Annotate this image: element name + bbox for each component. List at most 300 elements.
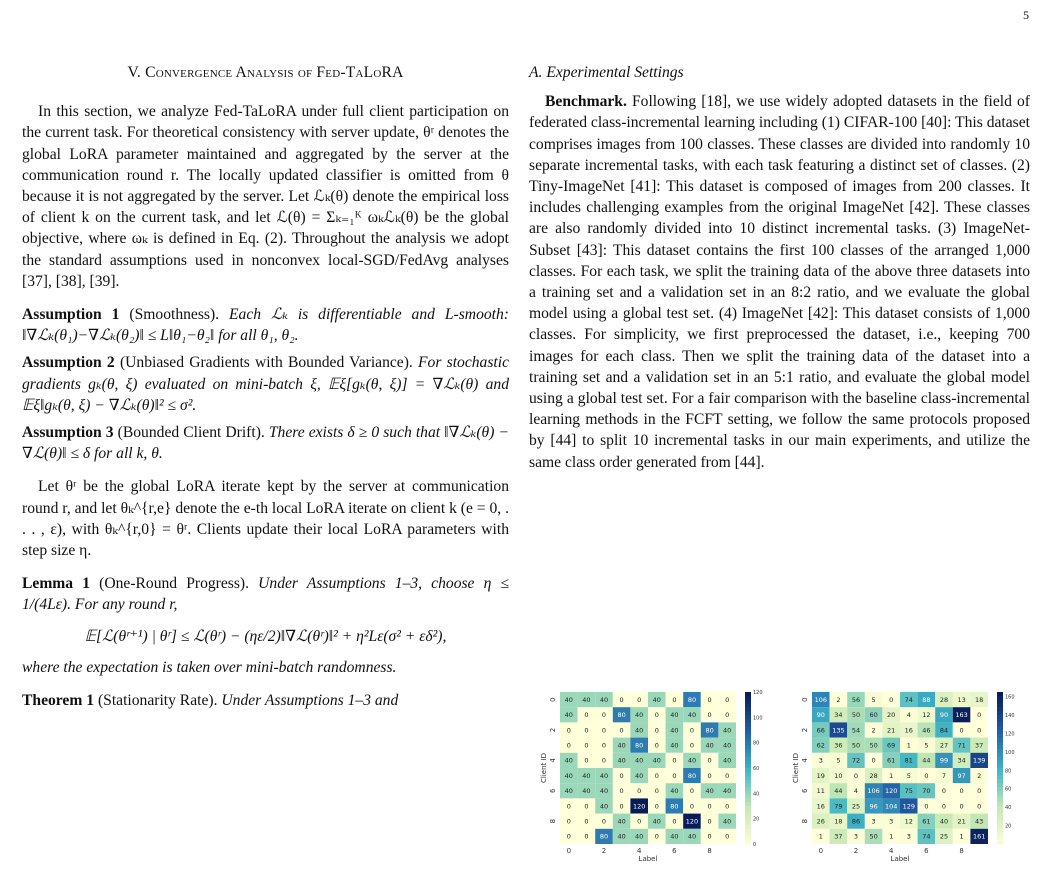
assumption-1: [22, 304, 509, 346]
heatmap-2-cell-label: 106: [867, 787, 880, 796]
heatmap-2-cell-label: 0: [941, 787, 947, 796]
heatmap-2-colorbar-segment: [997, 814, 1003, 818]
heatmap-2-colorbar-segment: [997, 726, 1003, 730]
heatmap-1-colorbar-segment: [745, 829, 751, 833]
heatmap-2-colorbar-segment: [997, 692, 1003, 696]
heatmap-2-cell-label: 25: [939, 832, 949, 841]
heatmap-2-cell-label: 21: [957, 817, 966, 826]
heatmap-2-cell-label: 27: [939, 741, 949, 750]
heatmap-2-cell-label: 37: [975, 741, 984, 750]
heatmap-1-colorbar-segment: [745, 760, 751, 764]
heatmap-2-cell-label: 16: [816, 802, 825, 811]
heatmap-1-cell-label: 0: [689, 802, 695, 811]
heatmap-2-cell-label: 26: [816, 817, 825, 826]
heatmap-2-cell-label: 2: [977, 771, 982, 780]
assumption-1-head: Assumption 1: [22, 306, 120, 324]
iterate-paragraph: Let θʳ be the global LoRA iterate kept by the server at communication round r, and let θₖ^{r,e} denote the e-th local LoRA iterate on client k (e = 0, . . . , ε), with θₖ^{r,0} = θʳ. Clients update their local LoRA parameters with step size η.: [22, 478, 509, 560]
heatmap-1-x-tick: 8: [707, 847, 712, 855]
heatmap-2-cell-label: 3: [889, 817, 894, 826]
heatmap-2-cell-label: 60: [869, 711, 878, 720]
heatmap-2-colorbar-segment: [997, 707, 1003, 711]
heatmap-1-ylabel: Client ID: [540, 753, 548, 783]
heatmap-1-cell-label: 80: [599, 832, 609, 841]
heatmap-2-cell-label: 0: [977, 802, 982, 811]
heatmap-1-colorbar-segment: [745, 726, 751, 730]
heatmap-2-cell-label: 43: [975, 817, 984, 826]
heatmap-1-cell-label: 0: [566, 741, 571, 750]
heatmap-2-cell-label: 2: [871, 726, 876, 735]
heatmap-2-cell-label: 99: [939, 756, 949, 765]
heatmap-1-cell-label: 40: [723, 726, 732, 735]
heatmap-2-colorbar-segment: [997, 783, 1003, 787]
heatmaps-svg: [534, 684, 1040, 874]
heatmap-2-cell-label: 0: [959, 787, 964, 796]
assumption-3-body: There exists δ ≥ 0 such that ‖∇ℒₖ(θ) − ∇ℒ(θ)‖ ≤ δ for all k, θ.: [22, 424, 509, 463]
heatmap-1-cell-label: 0: [601, 711, 607, 720]
heatmap-2-cell-label: 0: [977, 787, 982, 796]
heatmap-1-colorbar-segment: [745, 738, 751, 742]
heatmap-1-colorbar-segment: [745, 719, 751, 723]
heatmap-1-cell-label: 80: [617, 711, 626, 720]
heatmap-1-cell-label: 0: [689, 741, 695, 750]
heatmap-1-cell-label: 0: [654, 741, 659, 750]
heatmap-1-cell-label: 0: [619, 726, 624, 735]
heatmap-1-cell-label: 40: [564, 756, 573, 765]
heatmap-1-cell-label: 40: [723, 787, 732, 796]
heatmap-2-colorbar-segment: [997, 722, 1003, 726]
heatmap-1-cell-label: 0: [566, 832, 571, 841]
heatmap-1-colorbar-segment: [745, 825, 751, 829]
heatmap-2-cell-label: 1: [959, 832, 964, 841]
heatmap-1-cell-label: 40: [564, 711, 573, 720]
heatmap-2-cell-label: 62: [816, 741, 825, 750]
heatmap-1-cell-label: 0: [707, 771, 712, 780]
heatmap-2-cell-label: 2: [836, 695, 841, 704]
lemma-1-name: (One-Round Progress).: [99, 575, 250, 593]
heatmap-2-colorbar-tick: 140: [1005, 713, 1015, 720]
heatmap-2-colorbar-segment: [997, 711, 1003, 715]
heatmap-2-colorbar-segment: [997, 768, 1003, 772]
heatmap-2-colorbar-segment: [997, 779, 1003, 783]
heatmap-2-colorbar-segment: [997, 791, 1003, 795]
heatmap-2-colorbar-tick: 60: [1005, 786, 1012, 793]
heatmap-2-colorbar-segment: [997, 738, 1003, 742]
heatmap-2-cell-label: 4: [906, 711, 911, 720]
heatmap-2-x-tick: 6: [924, 847, 929, 855]
heatmap-2-colorbar-segment: [997, 703, 1003, 707]
heatmap-1-y-tick: 0: [549, 697, 557, 702]
heatmap-2-cell-label: 5: [836, 756, 841, 765]
heatmap-1-cell-label: 40: [687, 711, 697, 720]
heatmap-1-cell-label: 0: [619, 771, 624, 780]
heatmap-2-colorbar-segment: [997, 753, 1003, 757]
heatmap-2-cell-label: 3: [818, 756, 823, 765]
heatmap-1-y-tick: 6: [549, 788, 557, 794]
heatmap-2-cell-label: 0: [853, 771, 859, 780]
heatmap-2-cell-label: 1: [906, 741, 911, 750]
heatmap-2-y-tick: 4: [801, 758, 809, 763]
heatmap-2-cell-label: 96: [869, 802, 878, 811]
heatmap-2-cell-label: 81: [904, 756, 913, 765]
heatmap-1-colorbar-segment: [745, 783, 751, 787]
heatmap-1-x-tick: 0: [566, 847, 572, 855]
heatmap-1-cell-label: 0: [584, 726, 589, 735]
heatmap-2-colorbar-segment: [997, 840, 1003, 844]
heatmap-1-colorbar-segment: [745, 806, 751, 810]
heatmap-1-cell-label: 0: [707, 711, 712, 720]
lemma-1-body: Under Assumptions 1–3, choose η ≤ 1/(4Lε). For any round r,: [22, 575, 510, 614]
heatmap-1-cell-label: 40: [599, 787, 609, 796]
heatmap-2-colorbar-tick: 120: [1005, 731, 1015, 738]
heatmap-1-colorbar-segment: [745, 836, 751, 840]
heatmap-2-cell-label: 72: [851, 756, 861, 765]
heatmap-1-cell-label: 0: [619, 802, 624, 811]
heatmap-2-colorbar-segment: [997, 700, 1003, 704]
heatmap-2-colorbar-segment: [997, 776, 1003, 780]
intro-paragraph: In this section, we analyze Fed-TaLoRA under full client participation on the current task. For theoretical consistency with server update, θʳ denotes the global LoRA parameter maintained and aggregated by the server at the communication round r. The locally updated classifier is omitted from θ because it is not aggregated by the server. Let ℒₖ(θ) denote the empirical loss of client k on the current task, and let ℒ(θ) = Σₖ₌₁ᴷ ωₖℒₖ(θ) be the global objective, where ωₖ is defined in Eq. (2). Throughout the analysis we adopt the standard assumptions used in nonconvex local-SGD/FedAvg analyses [37], [38], [39].: [22, 103, 509, 290]
heatmap-2-cell-label: 3: [853, 832, 859, 841]
heatmap-1-cell-label: 40: [617, 756, 626, 765]
heatmap-2-ylabel: Client ID: [792, 753, 800, 783]
heatmap-2-cell-label: 50: [851, 711, 861, 720]
heatmap-2-cell-label: 135: [832, 726, 845, 735]
heatmap-2-cell-label: 0: [977, 726, 982, 735]
heatmap-1-cell-label: 40: [652, 756, 661, 765]
heatmap-1-cell-label: 0: [654, 832, 659, 841]
heatmap-1-cell-label: 40: [705, 787, 714, 796]
heatmap-2-cell-label: 0: [924, 771, 929, 780]
heatmap-1-cell-label: 0: [725, 695, 730, 704]
heatmap-2-cell-label: 0: [889, 695, 894, 704]
heatmap-2-y-tick: 0: [801, 697, 809, 702]
heatmap-2-cell-label: 106: [814, 695, 828, 704]
heatmap-2-cell-label: 5: [906, 771, 911, 780]
heatmap-2-cell-label: 86: [851, 817, 861, 826]
heatmap-1-colorbar-segment: [745, 779, 751, 783]
heatmap-2-cell-label: 66: [816, 726, 825, 735]
heatmap-1-cell-label: 40: [582, 695, 591, 704]
heatmap-1-colorbar-segment: [745, 745, 751, 749]
heatmap-2-cell-label: 129: [902, 802, 916, 811]
benchmark-paragraph: [529, 91, 1030, 473]
heatmap-2-colorbar-segment: [997, 760, 1003, 764]
heatmap-1-cell-label: 0: [566, 802, 571, 811]
expectation-note: where the expectation is taken over mini-batch randomness.: [22, 658, 397, 676]
heatmap-1-colorbar-segment: [745, 791, 751, 795]
heatmap-1-cell-label: 120: [632, 802, 646, 811]
heatmap-2-cell-label: 40: [939, 817, 949, 826]
heatmap-2-cell-label: 18: [834, 817, 843, 826]
right-column: [529, 62, 1030, 479]
heatmap-1-y-tick: 2: [549, 727, 557, 733]
heatmap-1-cell-label: 0: [584, 802, 589, 811]
heatmap-2-cell-label: 3: [906, 832, 911, 841]
section-number: V.: [127, 64, 142, 81]
heatmap-1-colorbar-segment: [745, 696, 751, 700]
heatmap-2-cell-label: 36: [834, 741, 843, 750]
heatmap-2-x-tick: 8: [959, 847, 964, 855]
heatmap-2-cell-label: 12: [922, 711, 931, 720]
heatmap-2-cell-label: 7: [941, 771, 947, 780]
heatmap-1-cell-label: 80: [670, 802, 679, 811]
heatmap-1-colorbar-tick: 20: [753, 816, 760, 823]
heatmap-2-cell-label: 88: [922, 695, 931, 704]
heatmap-2-cell-label: 5: [924, 741, 929, 750]
heatmap-1-colorbar-segment: [745, 715, 751, 719]
heatmap-2-cell-label: 50: [851, 741, 861, 750]
section-title: [22, 62, 509, 83]
heatmap-1-cell-label: 0: [584, 756, 589, 765]
heatmap-2-cell-label: 90: [816, 711, 825, 720]
assumption-1-body: Each ℒₖ is differentiable and L-smooth: ‖∇ℒₖ(θ₁)−∇ℒₖ(θ₂)‖ ≤ L‖θ₁−θ₂‖ for all θ₁, θ₂.: [22, 306, 509, 345]
heatmap-2-cell-label: 54: [851, 726, 861, 735]
heatmap-1-cell-label: 40: [723, 741, 732, 750]
heatmap-1-cell-label: 0: [707, 832, 712, 841]
assumption-2-head: Assumption 2: [22, 354, 115, 372]
assumption-3: [22, 422, 509, 464]
heatmap-1-cell-label: 40: [635, 711, 644, 720]
heatmap-figure: [534, 684, 1040, 874]
heatmap-1-cell-label: 40: [617, 817, 626, 826]
heatmap-1-colorbar-segment: [745, 833, 751, 837]
heatmap-1-cell-label: 0: [619, 787, 624, 796]
heatmap-1-colorbar-tick: 40: [753, 791, 760, 798]
heatmap-1-y-tick: 4: [549, 758, 557, 763]
heatmap-2-cell-label: 90: [939, 711, 949, 720]
assumption-1-name: (Smoothness).: [129, 306, 220, 324]
assumption-2: [22, 352, 509, 416]
heatmap-2-cell-label: 37: [834, 832, 843, 841]
heatmap-2-colorbar-tick: 40: [1005, 805, 1012, 812]
heatmap-2-colorbar-segment: [997, 749, 1003, 753]
heatmap-1-colorbar-segment: [745, 768, 751, 772]
heatmap-2-cell-label: 44: [922, 756, 931, 765]
heatmap-2-colorbar-segment: [997, 798, 1003, 802]
heatmap-1-cell-label: 0: [725, 832, 730, 841]
heatmap-2-colorbar-segment: [997, 715, 1003, 719]
heatmap-1-cell-label: 0: [619, 695, 624, 704]
heatmap-1-cell-label: 80: [687, 771, 697, 780]
heatmap-1-cell-label: 40: [599, 771, 609, 780]
heatmap-1-colorbar-segment: [745, 741, 751, 745]
heatmap-2-colorbar-segment: [997, 833, 1003, 837]
heatmap-1-cell-label: 120: [685, 817, 699, 826]
page-number: 5: [1023, 8, 1029, 22]
heatmap-1-cell-label: 0: [654, 802, 659, 811]
lemma-1: [22, 573, 509, 615]
heatmap-1-cell-label: 0: [707, 817, 712, 826]
heatmap-2-cell-label: 50: [869, 832, 878, 841]
heatmap-2-colorbar-segment: [997, 757, 1003, 761]
heatmap-1-cell-label: 0: [672, 756, 677, 765]
heatmap-2-cell-label: 4: [853, 787, 859, 796]
heatmap-1-colorbar-segment: [745, 810, 751, 814]
heatmap-1-cell-label: 40: [635, 726, 644, 735]
heatmap-1-colorbar-segment: [745, 840, 751, 844]
heatmap-1-cell-label: 40: [635, 771, 644, 780]
heatmap-1-cell-label: 40: [582, 771, 591, 780]
heatmap-1-x-tick: 4: [636, 847, 642, 855]
heatmap-2-colorbar-segment: [997, 745, 1003, 749]
heatmap-2-cell-label: 0: [871, 756, 876, 765]
heatmap-1-colorbar-segment: [745, 722, 751, 726]
heatmap-2-colorbar-tick: 80: [1005, 768, 1012, 775]
heatmap-2-colorbar-segment: [997, 806, 1003, 810]
heatmap-2-cell-label: 74: [922, 832, 931, 841]
heatmap-2-colorbar-segment: [997, 829, 1003, 833]
heatmap-1-cell-label: 0: [566, 817, 571, 826]
heatmap-2-y-tick: 2: [801, 727, 809, 733]
heatmap-1-cell-label: 40: [652, 695, 661, 704]
heatmap-2-cell-label: 34: [957, 756, 966, 765]
heatmap-2-cell-label: 104: [884, 802, 898, 811]
heatmap-1-cell-label: 0: [601, 817, 607, 826]
heatmap-2-cell-label: 0: [959, 802, 964, 811]
heatmap-2-xlabel: Label: [890, 855, 910, 863]
heatmap-1-cell-label: 40: [687, 832, 697, 841]
heatmap-2-cell-label: 74: [904, 695, 913, 704]
heatmap-1-cell-label: 0: [601, 756, 607, 765]
heatmap-2-cell-label: 139: [972, 756, 986, 765]
heatmap-1-cell-label: 40: [635, 756, 644, 765]
heatmap-1-colorbar-segment: [745, 749, 751, 753]
heatmap-1-y-tick: 8: [549, 818, 557, 824]
heatmap-2-colorbar-segment: [997, 795, 1003, 799]
heatmap-1-cell-label: 40: [564, 787, 573, 796]
subsection-title: A. Experimental Settings: [529, 64, 684, 81]
heatmap-1-cell-label: 40: [670, 787, 679, 796]
heatmap-1-colorbar-segment: [745, 711, 751, 715]
heatmap-2-cell-label: 61: [887, 756, 896, 765]
section-name: Convergence Analysis of Fed-TaLoRA: [145, 64, 404, 81]
heatmap-2-cell-label: 44: [834, 787, 843, 796]
heatmap-1-cell-label: 0: [601, 726, 607, 735]
heatmap-1-xlabel: Label: [638, 855, 658, 863]
heatmap-1-cell-label: 0: [601, 741, 607, 750]
heatmap-2-cell-label: 163: [955, 711, 968, 720]
heatmap-2-cell-label: 11: [816, 787, 825, 796]
heatmap-1-cell-label: 80: [687, 695, 697, 704]
benchmark-head: Benchmark.: [545, 93, 627, 111]
heatmap-2-colorbar-segment: [997, 730, 1003, 734]
heatmap-2-colorbar-segment: [997, 825, 1003, 829]
heatmap-2-cell-label: 21: [887, 726, 896, 735]
heatmap-1-colorbar-segment: [745, 798, 751, 802]
heatmap-1-cell-label: 40: [564, 771, 573, 780]
heatmap-2-colorbar-segment: [997, 719, 1003, 723]
heatmap-1-colorbar-segment: [745, 703, 751, 707]
heatmap-2-cell-label: 120: [884, 787, 898, 796]
heatmap-1-cell-label: 0: [654, 726, 659, 735]
heatmap-2-cell-label: 69: [887, 741, 896, 750]
benchmark-body: Following [18], we use widely adopted datasets in the field of federated class-incremental learning including (1) CIFAR-100 [40]: This dataset comprises images from 100 classes. These classes are divided into randomly 10 separate incremental tasks, with each task featuring a distinct set of classes. (2) Tiny-ImageNet [41]: This dataset is composed of images from 200 classes. It includes challenging examples from the original ImageNet [42]. These classes are also randomly divided into 10 distinct incremental tasks. (3) ImageNet-Subset [43]: This dataset contains the first 100 classes of the arranged 1,000 classes. For each task, we split the training data of the above three datasets into a training set and a validation set in an 8:2 ratio, and we evaluate the global model using a global test set. (4) ImageNet [42]: This dataset consists of 1,000 classes. For simplicity, we first preprocessed the dataset, i.e., keeping 700 images for each class. Then we split the training data of the dataset into a training set and a validation set in an 5:1 ratio, and evaluate the global model using a global test set. For a fair comparison with the baseline class-incremental learning methods in the FCFT setting, we follow the same protocols proposed by [44] to split 10 incremental tasks in our main experiments, and utilize the same class order generated from [44].: [529, 93, 1030, 471]
heatmap-1-colorbar-tick: 60: [753, 766, 760, 772]
heatmap-1-cell-label: 0: [672, 771, 677, 780]
heatmap-2-cell-label: 34: [834, 711, 843, 720]
heatmap-2-colorbar-segment: [997, 764, 1003, 768]
heatmap-1-cell-label: 0: [637, 817, 642, 826]
heatmap-2-colorbar-tick: 160: [1005, 694, 1015, 701]
heatmap-2-x-tick: 0: [818, 847, 824, 855]
heatmap-2-x-tick: 4: [888, 847, 894, 855]
heatmap-1-colorbar-segment: [745, 764, 751, 768]
heatmap-2-y-tick: 8: [801, 818, 809, 824]
progress-equation: 𝔼[ℒ(θʳ⁺¹) | θʳ] ≤ ℒ(θʳ) − (ηε/2)‖∇ℒ(θʳ)‖² + η²Lε(σ² + εδ²),: [84, 627, 447, 645]
heatmap-1-cell-label: 0: [584, 832, 589, 841]
heatmap-2-cell-label: 1: [889, 771, 894, 780]
heatmap-2-cell-label: 20: [887, 711, 896, 720]
heatmap-2-cell-label: 25: [851, 802, 861, 811]
heatmap-2-colorbar-tick: 100: [1005, 749, 1015, 756]
heatmap-1-cell-label: 0: [584, 817, 589, 826]
assumption-3-head: Assumption 3: [22, 424, 114, 442]
assumption-3-name: (Bounded Client Drift).: [117, 424, 265, 442]
heatmap-1-cell-label: 0: [689, 726, 695, 735]
heatmap-1-cell-label: 0: [584, 711, 589, 720]
heatmap-2-cell-label: 0: [941, 802, 947, 811]
heatmap-1-cell-label: 0: [725, 802, 730, 811]
heatmap-2-colorbar-segment: [997, 741, 1003, 745]
heatmap-1-cell-label: 0: [672, 817, 677, 826]
heatmap-2-cell-label: 10: [834, 771, 843, 780]
heatmap-1-cell-label: 40: [670, 741, 679, 750]
heatmap-2-cell-label: 0: [924, 802, 929, 811]
heatmap-2-cell-label: 1: [818, 832, 823, 841]
heatmap-2-cell-label: 0: [977, 711, 982, 720]
heatmap-1-colorbar-segment: [745, 730, 751, 734]
heatmap-1-cell-label: 40: [652, 817, 661, 826]
heatmap-2-colorbar-segment: [997, 817, 1003, 821]
heatmap-2-cell-label: 79: [834, 802, 843, 811]
heatmap-2-x-tick: 2: [853, 847, 859, 855]
lemma-1-head: Lemma 1: [22, 575, 91, 593]
heatmap-1-colorbar-segment: [745, 700, 751, 704]
heatmap-2-colorbar-segment: [997, 836, 1003, 840]
heatmap-1-colorbar-segment: [745, 692, 751, 696]
heatmap-1-cell-label: 40: [599, 695, 609, 704]
heatmap-1-cell-label: 40: [723, 817, 732, 826]
heatmap-2-colorbar-segment: [997, 802, 1003, 806]
heatmap-2-cell-label: 50: [869, 741, 878, 750]
heatmap-1-colorbar-segment: [745, 802, 751, 806]
heatmap-1-cell-label: 40: [617, 832, 626, 841]
heatmap-1-colorbar-segment: [745, 772, 751, 776]
heatmap-1-x-tick: 2: [601, 847, 607, 855]
heatmap-1-cell-label: 40: [687, 756, 697, 765]
heatmap-1-colorbar-segment: [745, 795, 751, 799]
heatmap-1-cell-label: 0: [725, 771, 730, 780]
heatmap-2-cell-label: 28: [939, 695, 949, 704]
heatmap-1-cell-label: 40: [670, 832, 679, 841]
heatmap-1-cell-label: 80: [635, 741, 644, 750]
heatmap-2-cell-label: 12: [904, 817, 913, 826]
heatmap-1-cell-label: 40: [670, 711, 679, 720]
heatmap-1-cell-label: 40: [635, 832, 644, 841]
heatmap-1-cell-label: 0: [707, 756, 712, 765]
heatmap-1-cell-label: 0: [672, 695, 677, 704]
heatmap-1-colorbar-segment: [745, 707, 751, 711]
heatmap-1-cell-label: 40: [723, 756, 732, 765]
heatmap-1-cell-label: 40: [582, 787, 591, 796]
heatmap-2-cell-label: 70: [922, 787, 931, 796]
heatmap-1-cell-label: 0: [566, 726, 571, 735]
heatmap-2-colorbar-segment: [997, 734, 1003, 738]
heatmap-1-colorbar-tick: 80: [753, 740, 760, 747]
heatmap-1-cell-label: 0: [654, 711, 659, 720]
heatmap-2-cell-label: 19: [816, 771, 825, 780]
heatmap-2-cell-label: 46: [922, 726, 931, 735]
heatmap-2-cell-label: 61: [922, 817, 931, 826]
